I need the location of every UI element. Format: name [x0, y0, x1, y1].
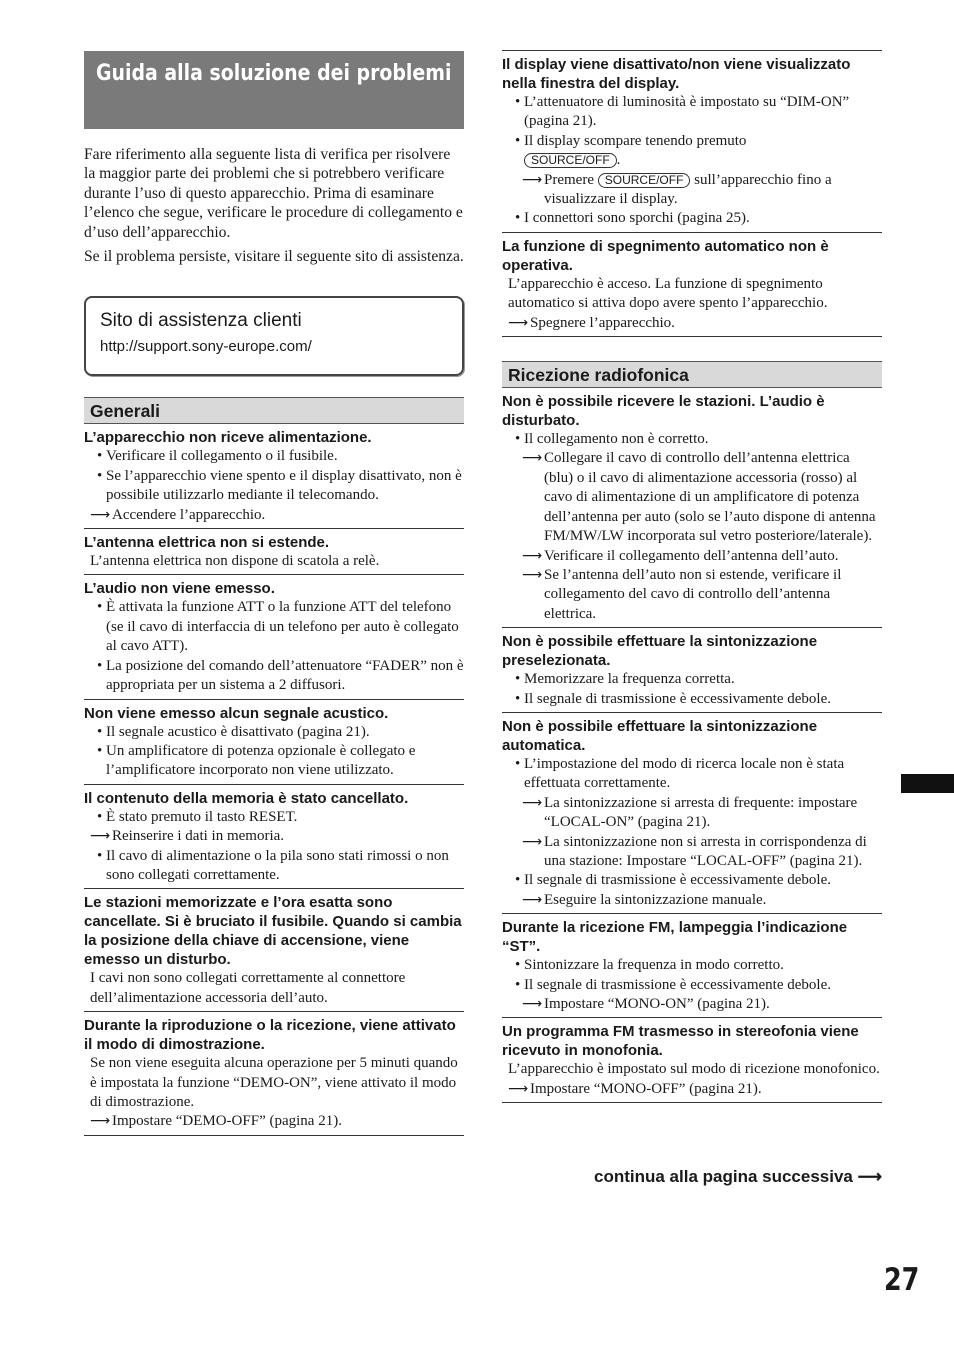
- cause-item: • Il segnale acustico è disattivato (pagina 21).: [90, 723, 464, 742]
- arrow-icon: ⟶: [522, 171, 543, 188]
- problem-title: La funzione di spegnimento automatico non è operativa.: [502, 237, 829, 274]
- page-title-text: Guida alla soluzione dei problemi: [96, 61, 452, 86]
- problem-title: L’apparecchio non riceve alimentazione.: [84, 429, 372, 447]
- cause-item: • L’attenuatore di luminosità è impostato su “DIM-ON” (pagina 21).: [508, 93, 882, 132]
- cause-item: • Un amplificatore di potenza opzionale è collegato e l’amplificatore incorporato non viene utilizzato.: [90, 742, 464, 781]
- troubleshoot-entry: [84, 1012, 464, 1136]
- intro-paragraph: Fare riferimento alla seguente lista di verifica per risolvere la maggior parte dei problemi che si potrebbero verificare durante l’uso di questo apparecchio. Prima di esaminare l’elenco che segue, verificare le procedure di collegamento e d’uso dell’apparecchio.: [84, 146, 463, 241]
- remedy-item: [84, 1112, 464, 1131]
- intro-paragraph: Se il problema persiste, visitare il seguente sito di assistenza.: [84, 248, 464, 266]
- section-heading-radio: Ricezione radiofonica: [502, 361, 882, 388]
- arrow-icon: ⟶: [522, 547, 543, 564]
- page-title: [84, 51, 464, 129]
- remedy-text: La sintonizzazione si arresta di frequente: impostare “LOCAL-ON” (pagina 21).: [544, 794, 858, 831]
- cause-item: • Il display scompare tenendo premuto SOURCE/OFF .: [508, 132, 882, 171]
- support-site-box: [84, 296, 464, 376]
- troubleshoot-entry: [502, 233, 882, 337]
- remedy-text: Reinserire i dati in memoria.: [112, 828, 285, 845]
- troubleshoot-entry: [502, 628, 882, 713]
- remedy-item: [502, 833, 882, 872]
- troubleshoot-entry: [84, 424, 464, 529]
- cause-item: • Il segnale di trasmissione è eccessivamente debole.: [508, 976, 882, 995]
- cause-text: L’apparecchio è impostato sul modo di ricezione monofonico.: [508, 1061, 880, 1078]
- remedy-item: [502, 995, 882, 1014]
- cause-text: L’antenna elettrica non dispone di scatola a relè.: [90, 553, 380, 570]
- remedy-item: [502, 566, 882, 624]
- remedy-item: [84, 827, 464, 846]
- arrow-icon: ⟶: [522, 566, 543, 583]
- troubleshoot-entry: [502, 713, 882, 914]
- problem-title: Non è possibile effettuare la sintonizzazione automatica.: [502, 717, 818, 754]
- remedy-text: Accendere l’apparecchio.: [112, 506, 266, 523]
- remedy-text: Impostare “MONO-ON” (pagina 21).: [544, 996, 770, 1012]
- remedy-text: Impostare “MONO-OFF” (pagina 21).: [530, 1080, 762, 1097]
- source-off-key: SOURCE/OFF: [524, 153, 617, 168]
- arrow-icon: ⟶: [90, 828, 111, 845]
- cause-item: • Se l’apparecchio viene spento e il display disattivato, non è possibile utilizzarlo mediante il telecomando.: [90, 467, 464, 506]
- remedy-text: Se l’antenna dell’auto non si estende, verificare il collegamento del cavo di controllo dell’antenna elettrica.: [544, 566, 842, 622]
- cause-item: • Memorizzare la frequenza corretta.: [508, 670, 882, 689]
- cause-text: Se non viene eseguita alcuna operazione per 5 minuti quando è impostata la funzione “DEMO-ON”, viene attivato il modo di dimostrazione.: [90, 1055, 458, 1110]
- remedy-text: Spegnere l’apparecchio.: [530, 314, 675, 331]
- arrow-icon: ⟶: [90, 506, 111, 523]
- cause-item: • È stato premuto il tasto RESET.: [90, 808, 464, 827]
- problem-title: L’audio non viene emesso.: [84, 580, 275, 598]
- support-site-title: Sito di assistenza clienti: [100, 310, 302, 332]
- troubleshoot-entry: [84, 700, 464, 785]
- cause-item: • I connettori sono sporchi (pagina 25).: [508, 209, 882, 228]
- remedy-text: Impostare “DEMO-OFF” (pagina 21).: [112, 1113, 342, 1130]
- remedy-item: [502, 794, 882, 833]
- cause-text: Il display scompare tenendo premuto: [524, 132, 747, 149]
- cause-item: • La posizione del comando dell’attenuatore “FADER” non è appropriata per un sistema a 2 diffusori.: [90, 657, 464, 696]
- problem-title: Il contenuto della memoria è stato cancellato.: [84, 789, 409, 807]
- arrow-icon: ⟶: [522, 996, 543, 1012]
- right-column: [502, 50, 882, 1103]
- remedy-text: sull’apparecchio fino a visualizzare il display.: [544, 171, 832, 208]
- cause-text: L’apparecchio è acceso. La funzione di spegnimento automatico si attiva dopo avere spento l’apparecchio.: [508, 275, 828, 312]
- problem-title: Il display viene disattivato/non viene visualizzato nella finestra del display.: [502, 56, 851, 92]
- intro-text: [84, 145, 464, 266]
- cause-item: • Il cavo di alimentazione o la pila sono stati rimossi o non sono collegati correttamente.: [90, 847, 464, 886]
- troubleshoot-entry: [502, 914, 882, 1018]
- problem-title: L’antenna elettrica non si estende.: [84, 534, 330, 552]
- remedy-item: [502, 171, 882, 210]
- remedy-item: [502, 891, 882, 910]
- troubleshoot-entry: [84, 889, 464, 1012]
- remedy-text: La sintonizzazione non si arresta in corrispondenza di una stazione: Impostare “LOCAL-OFF” (pagina 21).: [544, 833, 867, 869]
- problem-title: Durante la ricezione FM, lampeggia l’indicazione “ST”.: [502, 919, 848, 956]
- remedy-item: [84, 506, 464, 525]
- cause-item: • Verificare il collegamento o il fusibile.: [90, 447, 464, 466]
- left-column: [84, 50, 464, 1136]
- remedy-text: Eseguire la sintonizzazione manuale.: [544, 891, 767, 908]
- arrow-icon: ⟶: [522, 891, 543, 908]
- page-number: 27: [884, 1262, 920, 1298]
- problem-title: Non è possibile effettuare la sintonizzazione preselezionata.: [502, 633, 818, 670]
- continue-next-page: [502, 1167, 882, 1187]
- problem-title: Le stazioni memorizzate e l’ora esatta sono cancellate. Si è bruciato il fusibile. Quando si cambia la posizione della chiave di accensione, viene emesso un disturbo.: [84, 894, 462, 969]
- arrow-right-icon: ⟶: [857, 1167, 882, 1186]
- remedy-item: [502, 314, 882, 333]
- troubleshoot-entry: [84, 785, 464, 890]
- section-heading-generali: Generali: [84, 397, 464, 424]
- cause-text: I cavi non sono collegati correttamente al connettore dell’alimentazione accessoria dell’auto.: [90, 970, 406, 1006]
- cause-item: • L’impostazione del modo di ricerca locale non è stata effettuata correttamente.: [508, 755, 882, 794]
- cause-item: • Sintonizzare la frequenza in modo corretto.: [508, 956, 882, 975]
- remedy-item: [502, 449, 882, 546]
- troubleshoot-entry: [502, 1018, 882, 1103]
- remedy-text: Premere: [544, 171, 594, 188]
- remedy-text: Collegare il cavo di controllo dell’antenna elettrica (blu) o il cavo di alimentazione accessoria (rosso) al cavo di alimentazione di un amplificatore di potenza dell’antenna per auto (solo se l’auto dispone di antenna FM/MW/LW incorporata sul vetro posteriore/laterale).: [544, 450, 876, 545]
- troubleshoot-entry: [502, 388, 882, 628]
- continue-text: continua alla pagina successiva: [594, 1167, 853, 1186]
- cause-item: • Il segnale di trasmissione è eccessivamente debole.: [508, 690, 882, 709]
- problem-title: Non viene emesso alcun segnale acustico.: [84, 704, 389, 722]
- remedy-item: [502, 547, 882, 566]
- arrow-icon: ⟶: [522, 450, 543, 467]
- arrow-icon: ⟶: [508, 1080, 529, 1097]
- remedy-text: Verificare il collegamento dell’antenna dell’auto.: [544, 547, 839, 564]
- support-site-url[interactable]: http://support.sony-europe.com/: [100, 338, 312, 356]
- arrow-icon: ⟶: [90, 1113, 111, 1130]
- arrow-icon: ⟶: [522, 833, 543, 850]
- troubleshoot-entry: [84, 529, 464, 575]
- problem-title: Non è possibile ricevere le stazioni. L’audio è disturbato.: [502, 393, 825, 430]
- remedy-item: [502, 1080, 882, 1099]
- arrow-icon: ⟶: [522, 794, 543, 811]
- source-off-key: SOURCE/OFF: [598, 173, 691, 188]
- problem-title: Un programma FM trasmesso in stereofonia viene ricevuto in monofonia.: [502, 1023, 859, 1060]
- cause-item: • Il collegamento non è corretto.: [508, 430, 882, 449]
- side-tab-marker: [901, 774, 954, 793]
- arrow-icon: ⟶: [508, 314, 529, 331]
- cause-item: • Il segnale di trasmissione è eccessivamente debole.: [508, 871, 882, 890]
- cause-item: • È attivata la funzione ATT o la funzione ATT del telefono (se il cavo di interfaccia di un telefono per auto è collegato al cavo ATT).: [90, 598, 464, 656]
- troubleshoot-entry: [84, 575, 464, 699]
- problem-title: Durante la riproduzione o la ricezione, viene attivato il modo di dimostrazione.: [84, 1017, 456, 1054]
- troubleshoot-entry: [502, 50, 882, 233]
